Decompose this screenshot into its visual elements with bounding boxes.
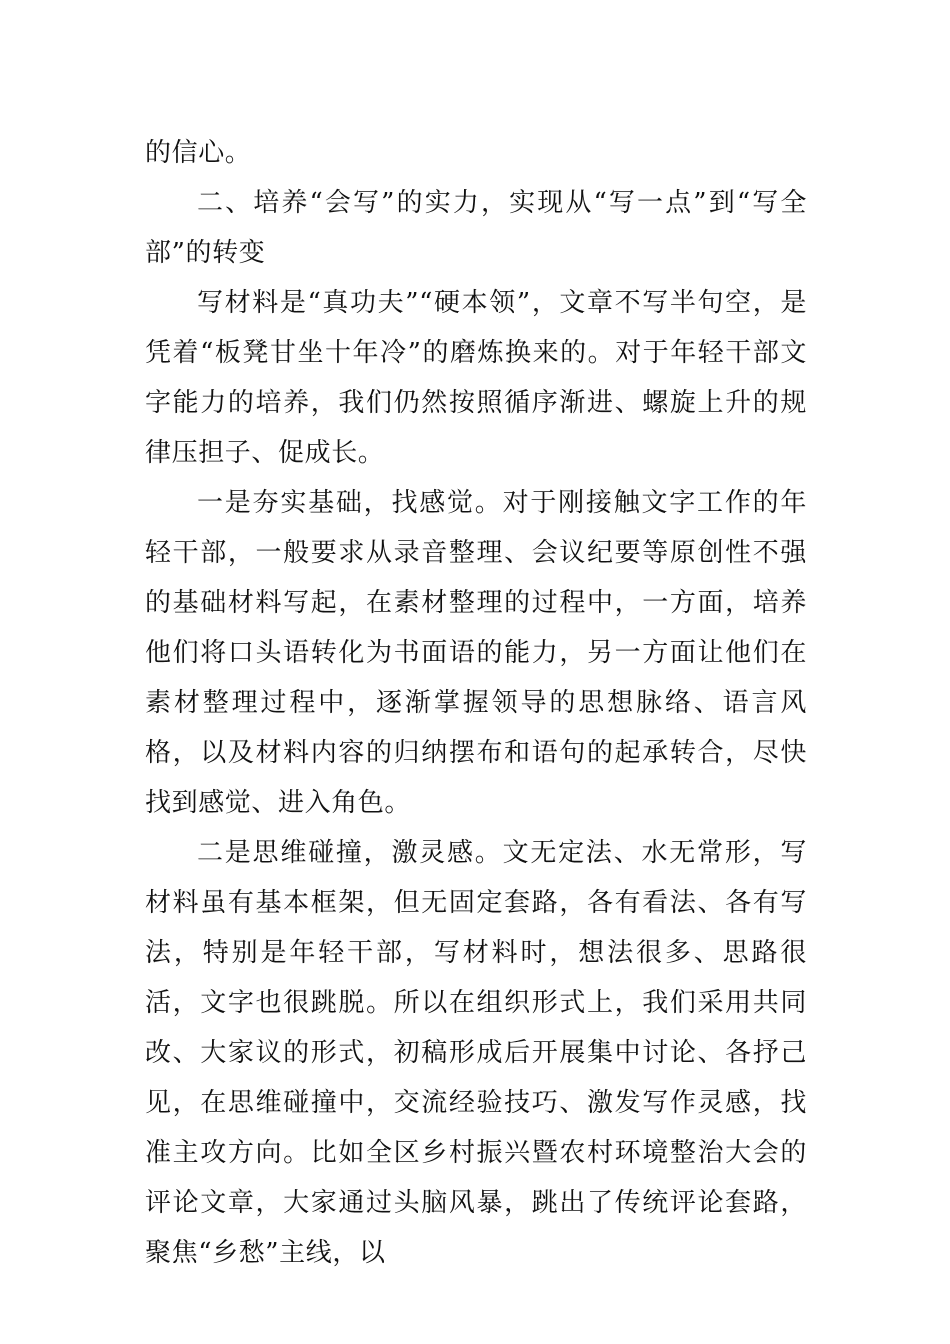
document-body — [145, 128, 807, 1278]
paragraph-continuation: 的信心。 — [145, 138, 252, 168]
paragraph-point-one: 一是夯实基础，找感觉。对于刚接触文字工作的年轻干部，一般要求从录音整理、会议纪要等原创性不强的基础材料写起，在素材整理的过程中，一方面，培养他们将口头语转化为书面语的能力，另一方面让他们在素材整理过程中，逐渐掌握领导的思想脉络、语言风格，以及材料内容的归纳摆布和语句的起承转合，尽快找到感觉、进入角色。 — [145, 488, 807, 818]
section-heading: 二、培养“会写”的实力，实现从“写一点”到“写全部”的转变 — [145, 188, 807, 268]
paragraph-point-two: 二是思维碰撞，激灵感。文无定法、水无常形，写材料虽有基本框架，但无固定套路，各有看法、各有写法，特别是年轻干部，写材料时，想法很多、思路很活，文字也很跳脱。所以在组织形式上，我们采用共同改、大家议的形式，初稿形成后开展集中讨论、各抒己见，在思维碰撞中，交流经验技巧、激发写作灵感，找准主攻方向。比如全区乡村振兴暨农村环境整治大会的评论文章，大家通过头脑风暴，跳出了传统评论套路，聚焦“乡愁”主线，以 — [145, 838, 807, 1268]
paragraph-intro: 写材料是“真功夫”“硬本领”，文章不写半句空，是凭着“板凳甘坐十年冷”的磨炼换来的。对于年轻干部文字能力的培养，我们仍然按照循序渐进、螺旋上升的规律压担子、促成长。 — [145, 288, 807, 468]
